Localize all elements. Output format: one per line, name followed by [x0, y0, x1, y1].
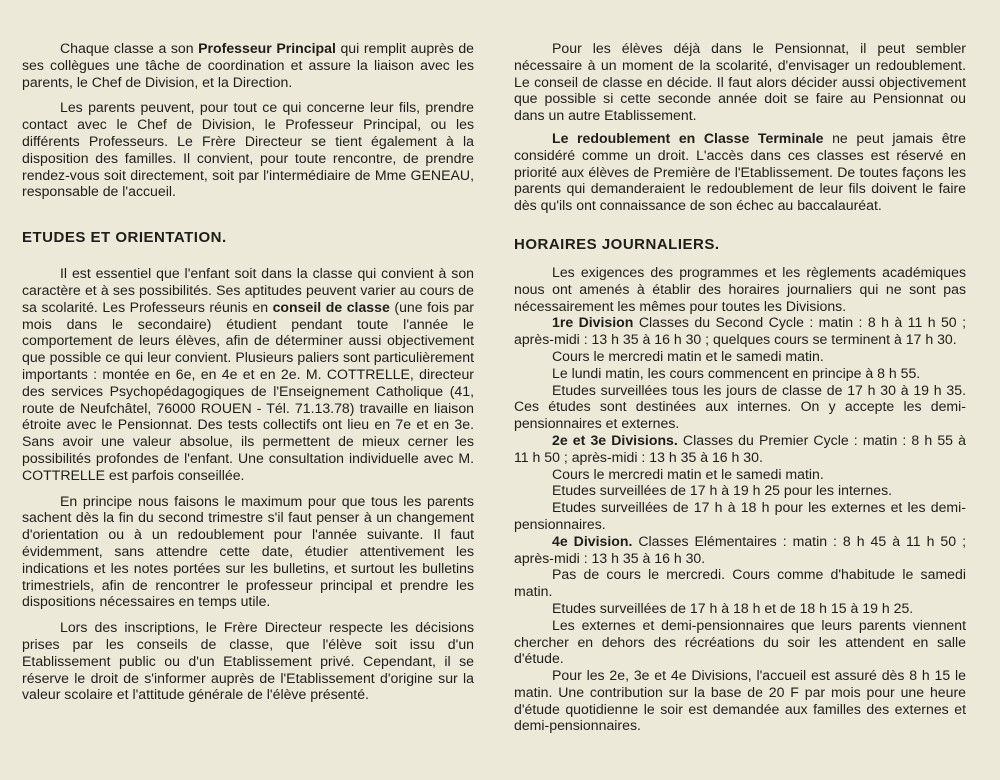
division-4-line-mercredi: Pas de cours le mercredi. Cours comme d'habitude le samedi matin. [514, 566, 966, 600]
division-1-line-lundi: Le lundi matin, les cours commencent en principe à 8 h 55. [552, 364, 921, 381]
division-2-3-line-internes: Etudes surveillées de 17 h à 19 h 25 pour les internes. [552, 482, 893, 499]
division-4-line-accueil: Pour les 2e, 3e et 4e Divisions, l'accueil est assuré dès 8 h 15 le matin. Une contribution sur la base de 20 F par mois pour une heure d'étude quotidienne le soir est demandée aux familles des externes et demi-pensionnaires. [514, 667, 966, 734]
paragraph-parents-contact: Les parents peuvent, pour tout ce qui concerne leur fils, prendre contact avec le Chef de Division, le Professeur Principal, ou les différents Professeurs. Le Frère Directeur se tient également à la disposition des familles. Il convient, pour toute rencontre, de prendre rendez-vous soit directement, soit par l'intermédiaire de Mme GENEAU, responsable de l'accueil. [22, 99, 474, 200]
division-1-line-etudes: Etudes surveillées tous les jours de classe de 17 h 30 à 19 h 35. Ces études sont destinées aux internes. On y accepte les demi-pensionnaires et externes. [514, 381, 966, 432]
division-4-schedule: 4e Division. Classes Elémentaires : matin : 8 h 45 à 11 h 50 ; après-midi : 13 h 35 à 16 h 30. [514, 532, 967, 566]
paragraph-inscriptions: Lors des inscriptions, le Frère Directeur respecte les décisions prises par les conseils de classe, que l'élève soit issu d'un Etablissement public ou d'un Etablissement privé. Cependant, il se réserve le droit de s'informer auprès de l'Etablissement d'origine sur la valeur scolaire et l'attitude générale de l'élève présenté. [22, 619, 474, 703]
division-4-line-etudes: Etudes surveillées de 17 h à 18 h et de 18 h 15 à 19 h 25. [552, 599, 914, 616]
division-2-3-line-cours: Cours le mercredi matin et le samedi matin. [552, 465, 824, 482]
left-column [22, 40, 474, 703]
division-4-label: 4e Division. [552, 532, 633, 549]
paragraph-orientation: Il est essentiel que l'enfant soit dans la classe qui convient à son caractère et à ses possibilités. Ses aptitudes peuvent varier au cours de sa scolarité. Les Professeurs réunis en conseil de classe (une fois par mois dans le secondaire) étudient pendant toute l'année le comportement de leurs élèves, afin de déterminer aussi objectivement que possible ce qui leur convient. Plusieurs paliers sont particulièrement importants : montée en 6e, en 4e et en 2e. M. COTTRELLE, directeur des services Psychopédagogiques de l'Enseignement Catholique (41, route de Neufchâtel, 76000 ROUEN - Tél. 71.13.78) travaille en liaison étroite avec le Pensionnat. Des tests collectifs ont lieu en 7e et en 3e. Sans avoir une valeur absolue, ils permettent de mieux cerner les possibilités profondes de l'enfant. Une consultation individuelle avec M. COTTRELLE est parfois conseillée. [22, 265, 474, 483]
division-2-3-line-externes: Etudes surveillées de 17 h à 18 h pour les externes et les demi-pensionnaires. [514, 499, 966, 532]
paragraph-exigences: Les exigences des programmes et les règlements académiques nous ont amenés à établir des horaires journaliers qui ne sont pas nécessairement les mêmes pour toutes les Divisions. [514, 263, 966, 314]
paragraph-classe-terminale: Le redoublement en Classe Terminale ne peut jamais être considéré comme un droit. L'accès dans ces classes est réservé en priorité aux élèves de Première de l'Etablissement. De toutes façons les parents qui demanderaient le redoublement de leur fils doivent le faire dès qu'ils ont connaissance de son échec au baccalauréat. [514, 129, 966, 214]
bold-redoublement-terminale: Le redoublement en Classe Terminale [552, 129, 824, 146]
paragraph-changement-orientation: En principe nous faisons le maximum pour que tous les parents sachent dès la fin du second trimestre s'il faut penser à un changement d'orientation ou à un redoublement pour l'année suivante. Il faut évidemment, sans attendre cette date, étudier attentivement les indications et les notes portées sur les bulletins, et surtout les bulletins trimestriels, afin de rencontrer le professeur principal et prendre les dispositions nécessaires en temps utile. [22, 492, 474, 610]
paragraph-professeur-principal: Chaque classe a son Professeur Principal qui remplit auprès de ses collègues une tâche de coordination et assure la liaison avec les parents, le Chef de Division, et la Direction. [22, 40, 475, 90]
division-2-3-label: 2e et 3e Divisions. [552, 431, 678, 448]
division-2-3-schedule: 2e et 3e Divisions. Classes du Premier Cycle : matin : 8 h 55 à 11 h 50 ; après-midi : 13 h 35 à 16 h 30. [514, 431, 966, 465]
heading-horaires-journaliers: HORAIRES JOURNALIERS. [514, 235, 720, 253]
division-1-label: 1re Division [552, 314, 634, 331]
division-1-line-cours: Cours le mercredi matin et le samedi matin. [552, 347, 824, 364]
division-4-line-externes: Les externes et demi-pensionnaires que leurs parents viennent chercher en dehors des récréations du soir les attendent en salle d'étude. [514, 616, 966, 667]
heading-etudes-orientation: ETUDES ET ORIENTATION. [22, 229, 227, 247]
bold-conseil-de-classe: conseil de classe [272, 298, 390, 315]
bold-professeur-principal: Professeur Principal [198, 40, 336, 56]
paragraph-redoublement: Pour les élèves déjà dans le Pensionnat, il peut sembler nécessaire à un moment de la scolarité, d'envisager un redoublement. Le conseil de classe en décide. Il faut alors décider aussi objectivement que possible si cette seconde année doit se faire au Pensionnat ou dans un autre Etablissement. [514, 40, 966, 124]
division-1-schedule: 1re Division Classes du Second Cycle : matin : 8 h à 11 h 50 ; après-midi : 13 h 35 à 16 h 30 ; quelques cours se terminent à 17 h 30. [514, 314, 966, 348]
right-column [514, 40, 966, 734]
